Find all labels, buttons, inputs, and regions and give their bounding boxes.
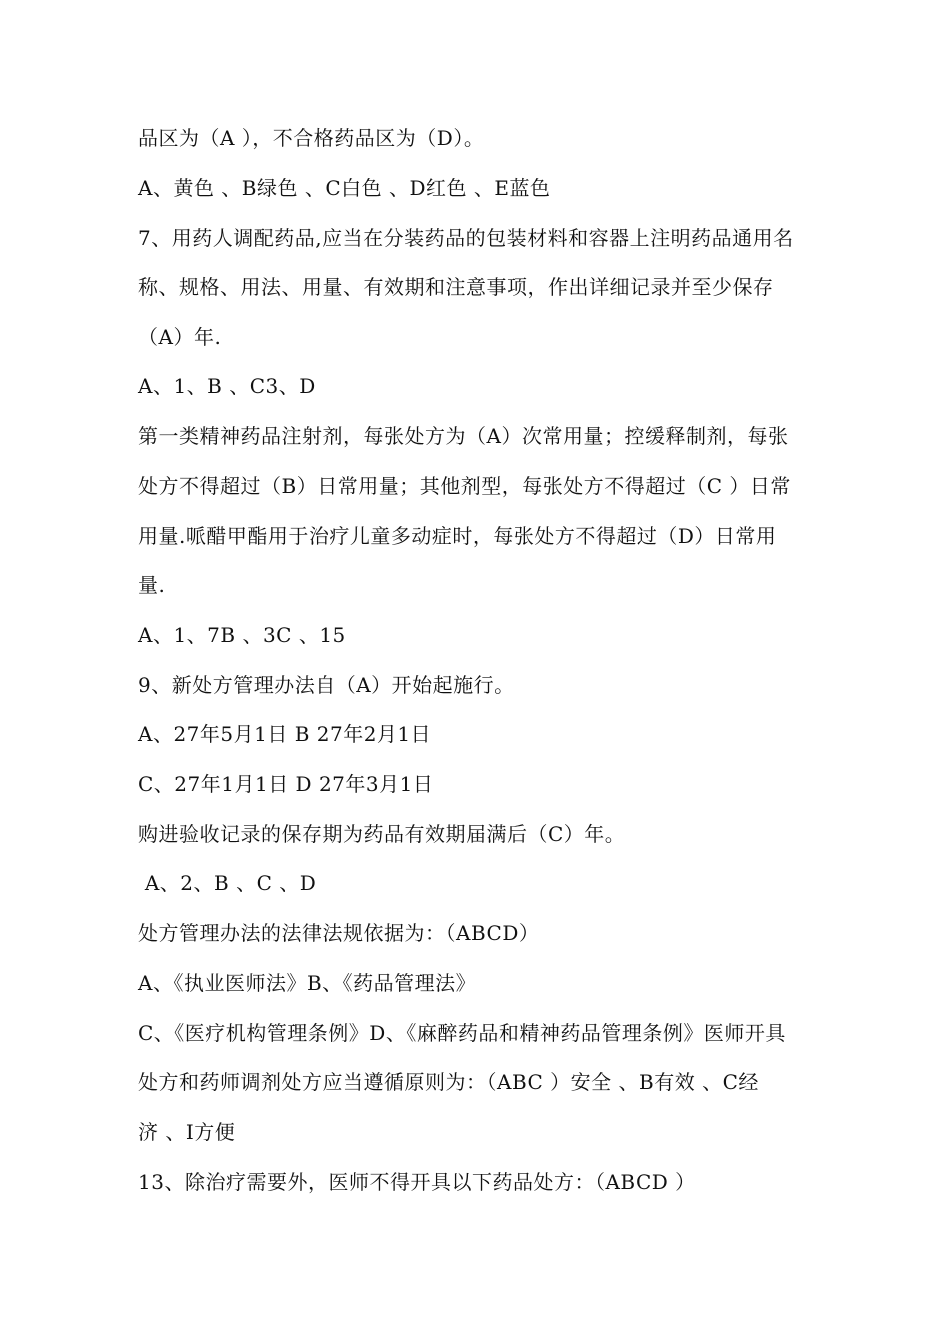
text-line: （A）年. xyxy=(138,325,222,349)
text-line: 第一类精神药品注射剂，每张处方为（A）次常用量；控缓释制剂，每张 xyxy=(138,424,789,448)
text-line: 处方不得超过（B）日常用量；其他剂型，每张处方不得超过（C ）日常 xyxy=(138,474,791,498)
text-line: A、1、B 、C3、D xyxy=(138,374,316,398)
text-line: A、黄色 、B绿色 、C白色 、D红色 、E蓝色 xyxy=(138,176,551,200)
text-line: 处方和药师调剂处方应当遵循原则为：（ABC ）安全 、B有效 、C经 xyxy=(138,1070,759,1094)
text-line: 7、用药人调配药品,应当在分装药品的包装材料和容器上注明药品通用名 xyxy=(138,226,794,250)
text-line: A、27年5月1日 B 27年2月1日 xyxy=(138,722,432,746)
text-line: 处方管理办法的法律法规依据为：（ABCD） xyxy=(138,921,540,945)
text-line: 品区为（A ），不合格药品区为（D）。 xyxy=(138,126,485,150)
text-line: A、1、7B 、3C 、15 xyxy=(138,623,346,647)
text-line: 量. xyxy=(138,573,166,597)
text-line: 称、规格、用法、用量、有效期和注意事项，作出详细记录并至少保存 xyxy=(138,275,774,299)
text-line: 9、新处方管理办法自（A）开始起施行。 xyxy=(138,673,515,697)
text-line: A、《执业医师法》B、《药品管理法》 xyxy=(138,971,477,995)
text-line: 济 、I方便 xyxy=(138,1120,236,1144)
text-line: C、27年1月1日 D 27年3月1日 xyxy=(138,772,434,796)
text-line: 13、除治疗需要外，医师不得开具以下药品处方：（ABCD ） xyxy=(138,1170,696,1194)
text-line: A、2、B 、C 、D xyxy=(138,871,317,895)
text-line: 用量.哌醋甲酯用于治疗儿童多动症时，每张处方不得超过（D）日常用 xyxy=(138,524,777,548)
text-line: C、《医疗机构管理条例》D、《麻醉药品和精神药品管理条例》医师开具 xyxy=(138,1021,786,1045)
text-line: 购进验收记录的保存期为药品有效期届满后（C）年。 xyxy=(138,822,626,846)
